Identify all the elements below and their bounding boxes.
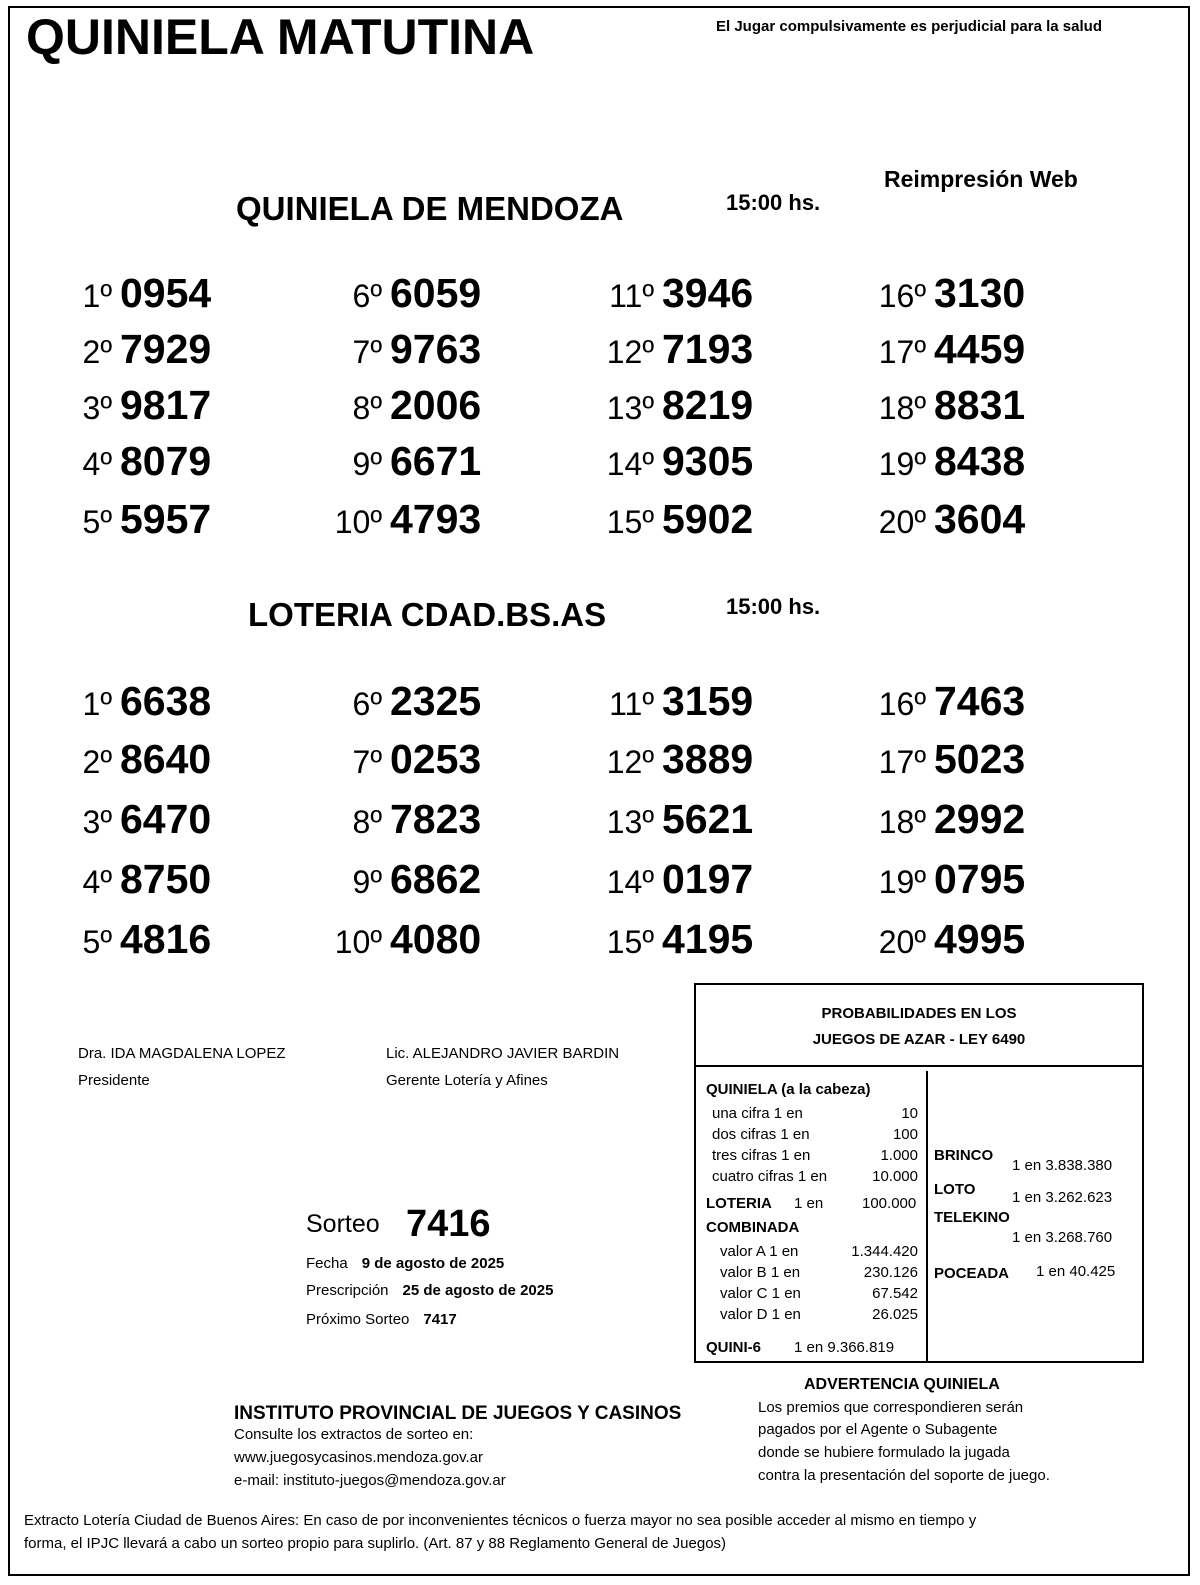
result-cell bbox=[22, 796, 211, 843]
result-position: 15º bbox=[606, 504, 654, 540]
poceada-prob-label: POCEADA bbox=[934, 1265, 1010, 1282]
poceada-prob-value: 1 en 40.425 bbox=[1036, 1263, 1116, 1280]
result-cell bbox=[292, 856, 481, 903]
telekino-prob-label: TELEKINO bbox=[934, 1209, 1010, 1226]
result-number: 2006 bbox=[390, 382, 482, 428]
advertencia-title: ADVERTENCIA QUINIELA bbox=[804, 1376, 1000, 1393]
result-cell bbox=[22, 270, 211, 317]
proximo-value: 7417 bbox=[423, 1311, 457, 1328]
footer-line-1: Extracto Lotería Ciudad de Buenos Aires: En caso de por inconvenientes técnicos o fuerza mayor no sea posible acceder al mismo en tiempo y bbox=[24, 1512, 977, 1529]
result-position: 6º bbox=[352, 278, 382, 314]
result-number: 6671 bbox=[390, 438, 482, 484]
result-position: 4º bbox=[82, 446, 112, 482]
reprint-label: Reimpresión Web bbox=[884, 166, 1078, 192]
result-number: 8750 bbox=[120, 856, 212, 902]
result-position: 14º bbox=[606, 864, 654, 900]
loteria-prob-en: 1 en bbox=[794, 1195, 824, 1212]
prob-row-label: valor B 1 en bbox=[720, 1264, 801, 1281]
result-position: 9º bbox=[352, 446, 382, 482]
probabilities-header bbox=[696, 985, 1142, 1067]
result-cell bbox=[292, 736, 481, 783]
result-cell bbox=[22, 678, 211, 725]
result-position: 18º bbox=[878, 804, 926, 840]
result-cell bbox=[836, 382, 1025, 429]
result-cell bbox=[22, 736, 211, 783]
prob-row-label: valor C 1 en bbox=[720, 1285, 801, 1302]
result-number: 7823 bbox=[390, 796, 482, 842]
probabilities-title-2: JUEGOS DE AZAR - LEY 6490 bbox=[812, 1031, 1026, 1048]
result-position: 17º bbox=[878, 744, 926, 780]
footer-line-2: forma, el IPJC llevará a cabo un sorteo propio para suplirlo. (Art. 87 y 88 Reglamento General de Juegos) bbox=[24, 1535, 727, 1552]
probabilities-divider bbox=[926, 1071, 928, 1361]
result-number: 4816 bbox=[120, 916, 212, 962]
sorteo-label: Sorteo bbox=[306, 1210, 380, 1238]
loteria-prob-value: 100.000 bbox=[862, 1195, 917, 1212]
result-position: 4º bbox=[82, 864, 112, 900]
result-position: 3º bbox=[82, 804, 112, 840]
result-position: 20º bbox=[878, 504, 926, 540]
result-number: 5621 bbox=[662, 796, 754, 842]
result-position: 16º bbox=[878, 686, 926, 722]
institute-website: www.juegosycasinos.mendoza.gov.ar bbox=[234, 1449, 484, 1466]
result-cell bbox=[292, 382, 481, 429]
result-position: 12º bbox=[606, 334, 654, 370]
prescripcion-row bbox=[306, 1282, 553, 1299]
result-cell bbox=[22, 326, 211, 373]
result-position: 13º bbox=[606, 390, 654, 426]
ciudad-title: LOTERIA CDAD.BS.AS bbox=[248, 596, 607, 633]
signature-left-name: Dra. IDA MAGDALENA LOPEZ bbox=[78, 1045, 286, 1062]
advertencia-line-2: pagados por el Agente o Subagente bbox=[758, 1421, 998, 1438]
prob-row-label: valor A 1 en bbox=[720, 1243, 799, 1260]
result-cell bbox=[836, 916, 1025, 963]
result-number: 6638 bbox=[120, 678, 212, 724]
result-number: 3159 bbox=[662, 678, 754, 724]
prob-row-label: dos cifras 1 en bbox=[712, 1126, 810, 1143]
result-number: 0253 bbox=[390, 736, 482, 782]
result-position: 11º bbox=[609, 686, 654, 722]
result-cell bbox=[564, 736, 753, 783]
prob-row-value: 230.126 bbox=[863, 1264, 918, 1281]
result-cell bbox=[564, 496, 753, 543]
result-cell bbox=[292, 438, 481, 485]
result-position: 1º bbox=[82, 278, 112, 314]
institute-line-1: Consulte los extractos de sorteo en: bbox=[234, 1426, 474, 1443]
mendoza-time: 15:00 hs. bbox=[726, 190, 821, 215]
result-position: 19º bbox=[878, 446, 926, 482]
result-cell bbox=[22, 496, 211, 543]
result-position: 20º bbox=[878, 924, 926, 960]
result-number: 4080 bbox=[390, 916, 482, 962]
result-number: 4995 bbox=[934, 916, 1026, 962]
prescripcion-label: Prescripción bbox=[306, 1282, 389, 1299]
telekino-prob-value: 1 en 3.268.760 bbox=[1012, 1229, 1113, 1246]
proximo-label: Próximo Sorteo bbox=[306, 1311, 410, 1328]
result-number: 3946 bbox=[662, 270, 754, 316]
result-cell bbox=[292, 678, 481, 725]
result-number: 9817 bbox=[120, 382, 212, 428]
sorteo-number: 7416 bbox=[406, 1203, 491, 1245]
institute-email: e-mail: instituto-juegos@mendoza.gov.ar bbox=[234, 1472, 506, 1489]
proximo-row bbox=[306, 1311, 457, 1328]
advertencia-line-3: donde se hubiere formulado la jugada bbox=[758, 1444, 1010, 1461]
signature-right-role: Gerente Lotería y Afines bbox=[386, 1072, 548, 1089]
institute-name: INSTITUTO PROVINCIAL DE JUEGOS Y CASINOS bbox=[234, 1403, 682, 1424]
prob-row-value: 1.000 bbox=[880, 1147, 918, 1164]
advertencia-line-1: Los premios que correspondieren serán bbox=[758, 1399, 1024, 1416]
result-cell bbox=[564, 326, 753, 373]
result-position: 13º bbox=[606, 804, 654, 840]
result-position: 18º bbox=[878, 390, 926, 426]
mendoza-title: QUINIELA DE MENDOZA bbox=[236, 190, 624, 227]
result-number: 3130 bbox=[934, 270, 1026, 316]
result-cell bbox=[836, 736, 1025, 783]
result-position: 12º bbox=[606, 744, 654, 780]
result-cell bbox=[836, 856, 1025, 903]
result-cell bbox=[292, 796, 481, 843]
result-cell bbox=[836, 438, 1025, 485]
result-position: 2º bbox=[82, 744, 112, 780]
result-position: 9º bbox=[352, 864, 382, 900]
result-cell bbox=[836, 496, 1025, 543]
result-number: 5902 bbox=[662, 496, 754, 542]
result-position: 14º bbox=[606, 446, 654, 482]
result-number: 6059 bbox=[390, 270, 482, 316]
result-cell bbox=[292, 496, 481, 543]
result-position: 11º bbox=[609, 278, 654, 314]
prob-row-value: 67.542 bbox=[872, 1285, 918, 1302]
result-number: 7463 bbox=[934, 678, 1026, 724]
result-number: 7929 bbox=[120, 326, 212, 372]
prob-row-value: 100 bbox=[892, 1126, 918, 1143]
result-number: 6862 bbox=[390, 856, 482, 902]
result-position: 1º bbox=[82, 686, 112, 722]
result-position: 7º bbox=[352, 334, 382, 370]
result-cell bbox=[836, 678, 1025, 725]
result-cell bbox=[564, 916, 753, 963]
result-number: 5957 bbox=[120, 496, 212, 542]
combinada-prob-title: COMBINADA bbox=[706, 1219, 800, 1236]
result-position: 16º bbox=[878, 278, 926, 314]
result-number: 3604 bbox=[934, 496, 1026, 542]
result-number: 5023 bbox=[934, 736, 1026, 782]
result-number: 9305 bbox=[662, 438, 754, 484]
brinco-prob-value: 1 en 3.838.380 bbox=[1012, 1157, 1113, 1174]
prob-row-label: una cifra 1 en bbox=[712, 1105, 803, 1122]
result-cell bbox=[836, 326, 1025, 373]
ciudad-time: 15:00 hs. bbox=[726, 594, 821, 619]
page-title: QUINIELA MATUTINA bbox=[26, 9, 535, 65]
brinco-prob-label: BRINCO bbox=[934, 1147, 994, 1164]
result-number: 4459 bbox=[934, 326, 1026, 372]
result-cell bbox=[292, 916, 481, 963]
result-cell bbox=[292, 270, 481, 317]
probabilities-box bbox=[694, 983, 1144, 1363]
result-position: 6º bbox=[352, 686, 382, 722]
result-number: 0954 bbox=[120, 270, 212, 316]
result-position: 17º bbox=[878, 334, 926, 370]
advertencia-line-4: contra la presentación del soporte de juego. bbox=[758, 1467, 1050, 1484]
result-position: 10º bbox=[334, 504, 382, 540]
result-number: 3889 bbox=[662, 736, 754, 782]
result-cell bbox=[564, 438, 753, 485]
result-cell bbox=[292, 326, 481, 373]
prob-row-label: cuatro cifras 1 en bbox=[712, 1168, 828, 1185]
signature-right-name: Lic. ALEJANDRO JAVIER BARDIN bbox=[386, 1045, 620, 1062]
prob-row-value: 26.025 bbox=[872, 1306, 918, 1323]
quini6-prob-value: 1 en 9.366.819 bbox=[794, 1339, 895, 1356]
result-position: 7º bbox=[352, 744, 382, 780]
result-cell bbox=[564, 856, 753, 903]
result-position: 8º bbox=[352, 390, 382, 426]
result-number: 6470 bbox=[120, 796, 212, 842]
result-number: 4195 bbox=[662, 916, 754, 962]
result-cell bbox=[22, 438, 211, 485]
result-cell bbox=[564, 270, 753, 317]
prescripcion-value: 25 de agosto de 2025 bbox=[402, 1282, 554, 1299]
result-position: 2º bbox=[82, 334, 112, 370]
result-position: 8º bbox=[352, 804, 382, 840]
result-position: 5º bbox=[82, 924, 112, 960]
result-number: 0197 bbox=[662, 856, 754, 902]
result-cell bbox=[564, 796, 753, 843]
fecha-value: 9 de agosto de 2025 bbox=[361, 1255, 505, 1272]
fecha-label: Fecha bbox=[306, 1255, 348, 1272]
result-position: 15º bbox=[606, 924, 654, 960]
result-number: 2992 bbox=[934, 796, 1026, 842]
result-cell bbox=[836, 796, 1025, 843]
prob-row-value: 10.000 bbox=[872, 1168, 918, 1185]
prob-row-label: tres cifras 1 en bbox=[712, 1147, 811, 1164]
result-cell bbox=[22, 856, 211, 903]
result-cell bbox=[564, 678, 753, 725]
result-position: 10º bbox=[334, 924, 382, 960]
result-cell bbox=[22, 916, 211, 963]
result-number: 8831 bbox=[934, 382, 1026, 428]
probabilities-title-1: PROBABILIDADES EN LOS bbox=[821, 1005, 1017, 1022]
quiniela-prob-title: QUINIELA (a la cabeza) bbox=[706, 1081, 871, 1098]
result-cell bbox=[836, 270, 1025, 317]
result-cell bbox=[22, 382, 211, 429]
result-number: 2325 bbox=[390, 678, 482, 724]
result-number: 4793 bbox=[390, 496, 482, 542]
result-number: 7193 bbox=[662, 326, 754, 372]
health-warning: El Jugar compulsivamente es perjudicial para la salud bbox=[716, 18, 1102, 35]
result-number: 8640 bbox=[120, 736, 212, 782]
loto-prob-label: LOTO bbox=[934, 1181, 976, 1198]
result-position: 19º bbox=[878, 864, 926, 900]
fecha-row bbox=[306, 1255, 504, 1272]
result-number: 0795 bbox=[934, 856, 1026, 902]
quini6-prob-label: QUINI-6 bbox=[706, 1339, 762, 1356]
result-number: 8079 bbox=[120, 438, 212, 484]
result-number: 8438 bbox=[934, 438, 1026, 484]
loto-prob-value: 1 en 3.262.623 bbox=[1012, 1189, 1113, 1206]
result-number: 9763 bbox=[390, 326, 482, 372]
result-position: 3º bbox=[82, 390, 112, 426]
signature-left-role: Presidente bbox=[78, 1072, 150, 1089]
result-cell bbox=[564, 382, 753, 429]
result-number: 8219 bbox=[662, 382, 754, 428]
prob-row-value: 1.344.420 bbox=[851, 1243, 918, 1260]
prob-row-value: 10 bbox=[901, 1105, 918, 1122]
result-position: 5º bbox=[82, 504, 112, 540]
prob-row-label: valor D 1 en bbox=[720, 1306, 801, 1323]
loteria-prob-label: LOTERIA bbox=[706, 1195, 772, 1212]
